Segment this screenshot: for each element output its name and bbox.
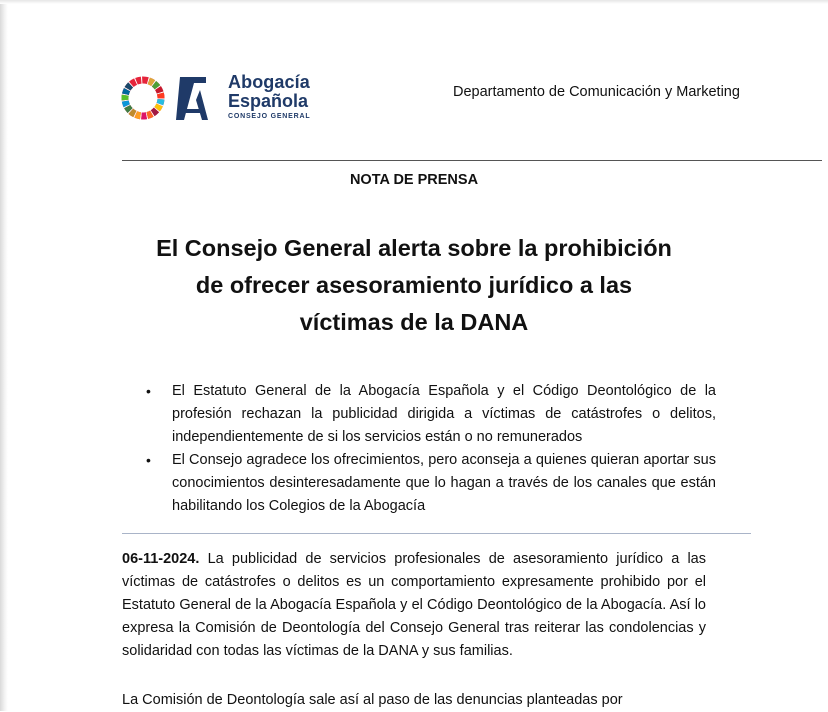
- header-rule: [122, 160, 822, 161]
- press-release-label: NOTA DE PRENSA: [349, 172, 479, 188]
- logo-text-abogacia: Abogacía: [228, 72, 310, 92]
- summary-bullet-2: • El Consejo agradece los ofrecimientos, pero aconseja a quienes quieran aportar sus conocimientos desinteresadamente que lo hagan a través de los canales que están habilitando los Colegios de la Abogacía: [146, 449, 716, 518]
- body-paragraph-1: [122, 548, 706, 663]
- page-shadow-top: [0, 0, 828, 4]
- logo-text-espanola: Española: [228, 91, 309, 111]
- summary-bullet-1: • El Estatuto General de la Abogacía Española y el Código Deontológico de la profesión rechazan la publicidad dirigida a víctimas de catástrofes o delitos, independientemente de si los servicios están o no remunerados: [146, 380, 716, 449]
- page-shadow-left: [0, 0, 8, 711]
- department-name: Departamento de Comunicación y Marketing: [453, 84, 740, 100]
- body-paragraph-1-text: La publicidad de servicios profesionales de asesoramiento jurídico a las víctimas de catástrofes o delitos es un comportamiento expresamente prohibido por el Estatuto General de la Abogacía Española y el Código Deontológico de la Abogacía. Así lo expresa la Comisión de Deontología del Consejo General tras reiterar las condolencias y solidaridad con todas las víctimas de la DANA y sus familias.: [122, 551, 706, 659]
- release-date: 06-11-2024.: [122, 551, 200, 567]
- abogacia-espanola-logo: [118, 72, 318, 124]
- headline-line-2: de ofrecer asesoramiento jurídico a las: [195, 272, 633, 298]
- section-divider: [122, 533, 751, 534]
- headline-line-3: víctimas de la DANA: [299, 309, 529, 335]
- body-paragraph-2: La Comisión de Deontología sale así al paso de las denuncias planteadas por: [122, 692, 623, 708]
- headline-line-1: El Consejo General alerta sobre la prohibición: [156, 235, 672, 261]
- logo-text-consejo-general: CONSEJO GENERAL: [228, 113, 311, 120]
- summary-bullets: [146, 380, 716, 518]
- logo-mark-icon: [118, 72, 222, 124]
- headline: [108, 230, 720, 341]
